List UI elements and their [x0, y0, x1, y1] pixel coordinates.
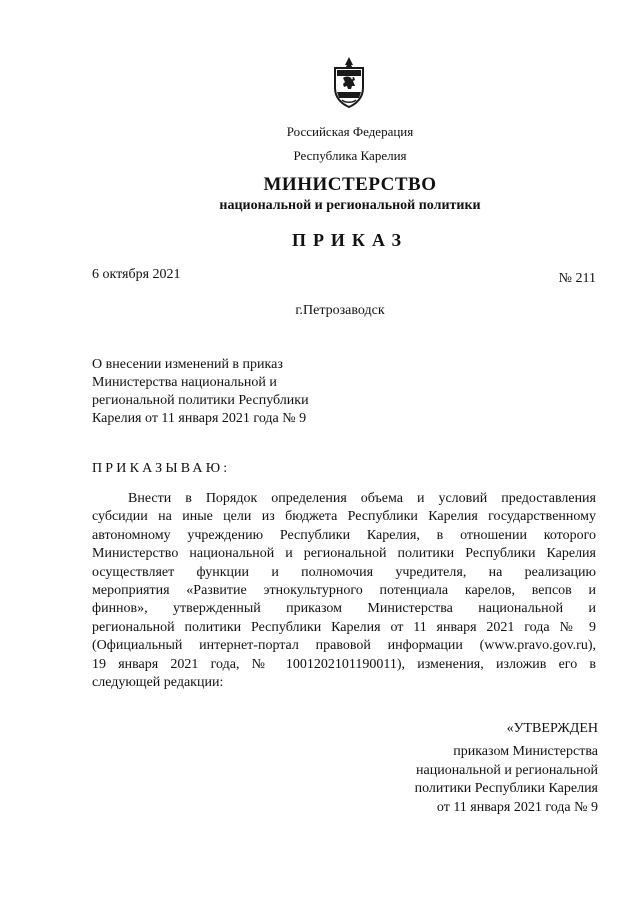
- body-line: осуществляет функции и полномочия учредителя, на реализацию: [92, 564, 596, 580]
- document-city: г.Петрозаводск: [295, 303, 385, 318]
- body-line: субсидии на иные цели из бюджета Республики Карелия государственному: [92, 509, 596, 525]
- approval-line: от 11 января 2021 года № 9: [436, 799, 598, 815]
- body-line: 19 января 2021 года, № 1001202101190011), изменения, изложив его в: [92, 656, 596, 672]
- coat-of-arms-icon: [330, 56, 368, 108]
- approval-line: национальной и региональной: [416, 762, 598, 778]
- approval-heading: «УТВЕРЖДЕН: [506, 721, 598, 736]
- body-line: региональной политики Республики Карелия от 11 января 2021 года № 9: [92, 619, 596, 635]
- body-line: мероприятия «Развитие этнокультурного потенциала карелов, вепсов и: [92, 583, 596, 599]
- body-line: (Официальный интернет-портал правовой информации (www.pravo.gov.ru),: [92, 638, 596, 654]
- order-directive: ПРИКАЗЫВАЮ:: [92, 461, 231, 476]
- ministry-title: МИНИСТЕРСТВО: [263, 174, 437, 195]
- body-line: Внести в Порядок определения объема и условий предоставления: [128, 491, 596, 506]
- document-number: № 211: [558, 271, 596, 286]
- subject-line: Министерства национальной и: [92, 375, 277, 390]
- body-line: следующей редакции:: [92, 675, 224, 691]
- approval-line: приказом Министерства: [453, 744, 598, 759]
- body-paragraph: [92, 490, 596, 692]
- body-line: автономному учреждению Республики Карелия, в отношении которого: [92, 527, 596, 543]
- subject-line: Карелия от 11 января 2021 года № 9: [92, 411, 307, 426]
- subject-line: О внесении изменений в приказ: [92, 357, 283, 372]
- approval-block: [415, 743, 598, 817]
- ministry-subtitle: национальной и региональной политики: [219, 198, 481, 213]
- country-name: Российская Федерация: [286, 124, 414, 139]
- approval-line: политики Республики Карелия: [414, 781, 598, 797]
- document-type-title: ПРИКАЗ: [291, 230, 409, 250]
- document-subject: [92, 356, 362, 428]
- document-date: 6 октября 2021: [92, 267, 181, 282]
- subject-line: региональной политики Республики: [92, 393, 309, 408]
- body-line: Министерство национальной и региональной политики Республики Карелия: [92, 546, 596, 562]
- body-line: финнов», утвержденный приказом Министерства национальной и: [92, 601, 596, 617]
- republic-name: Республика Карелия: [293, 148, 407, 163]
